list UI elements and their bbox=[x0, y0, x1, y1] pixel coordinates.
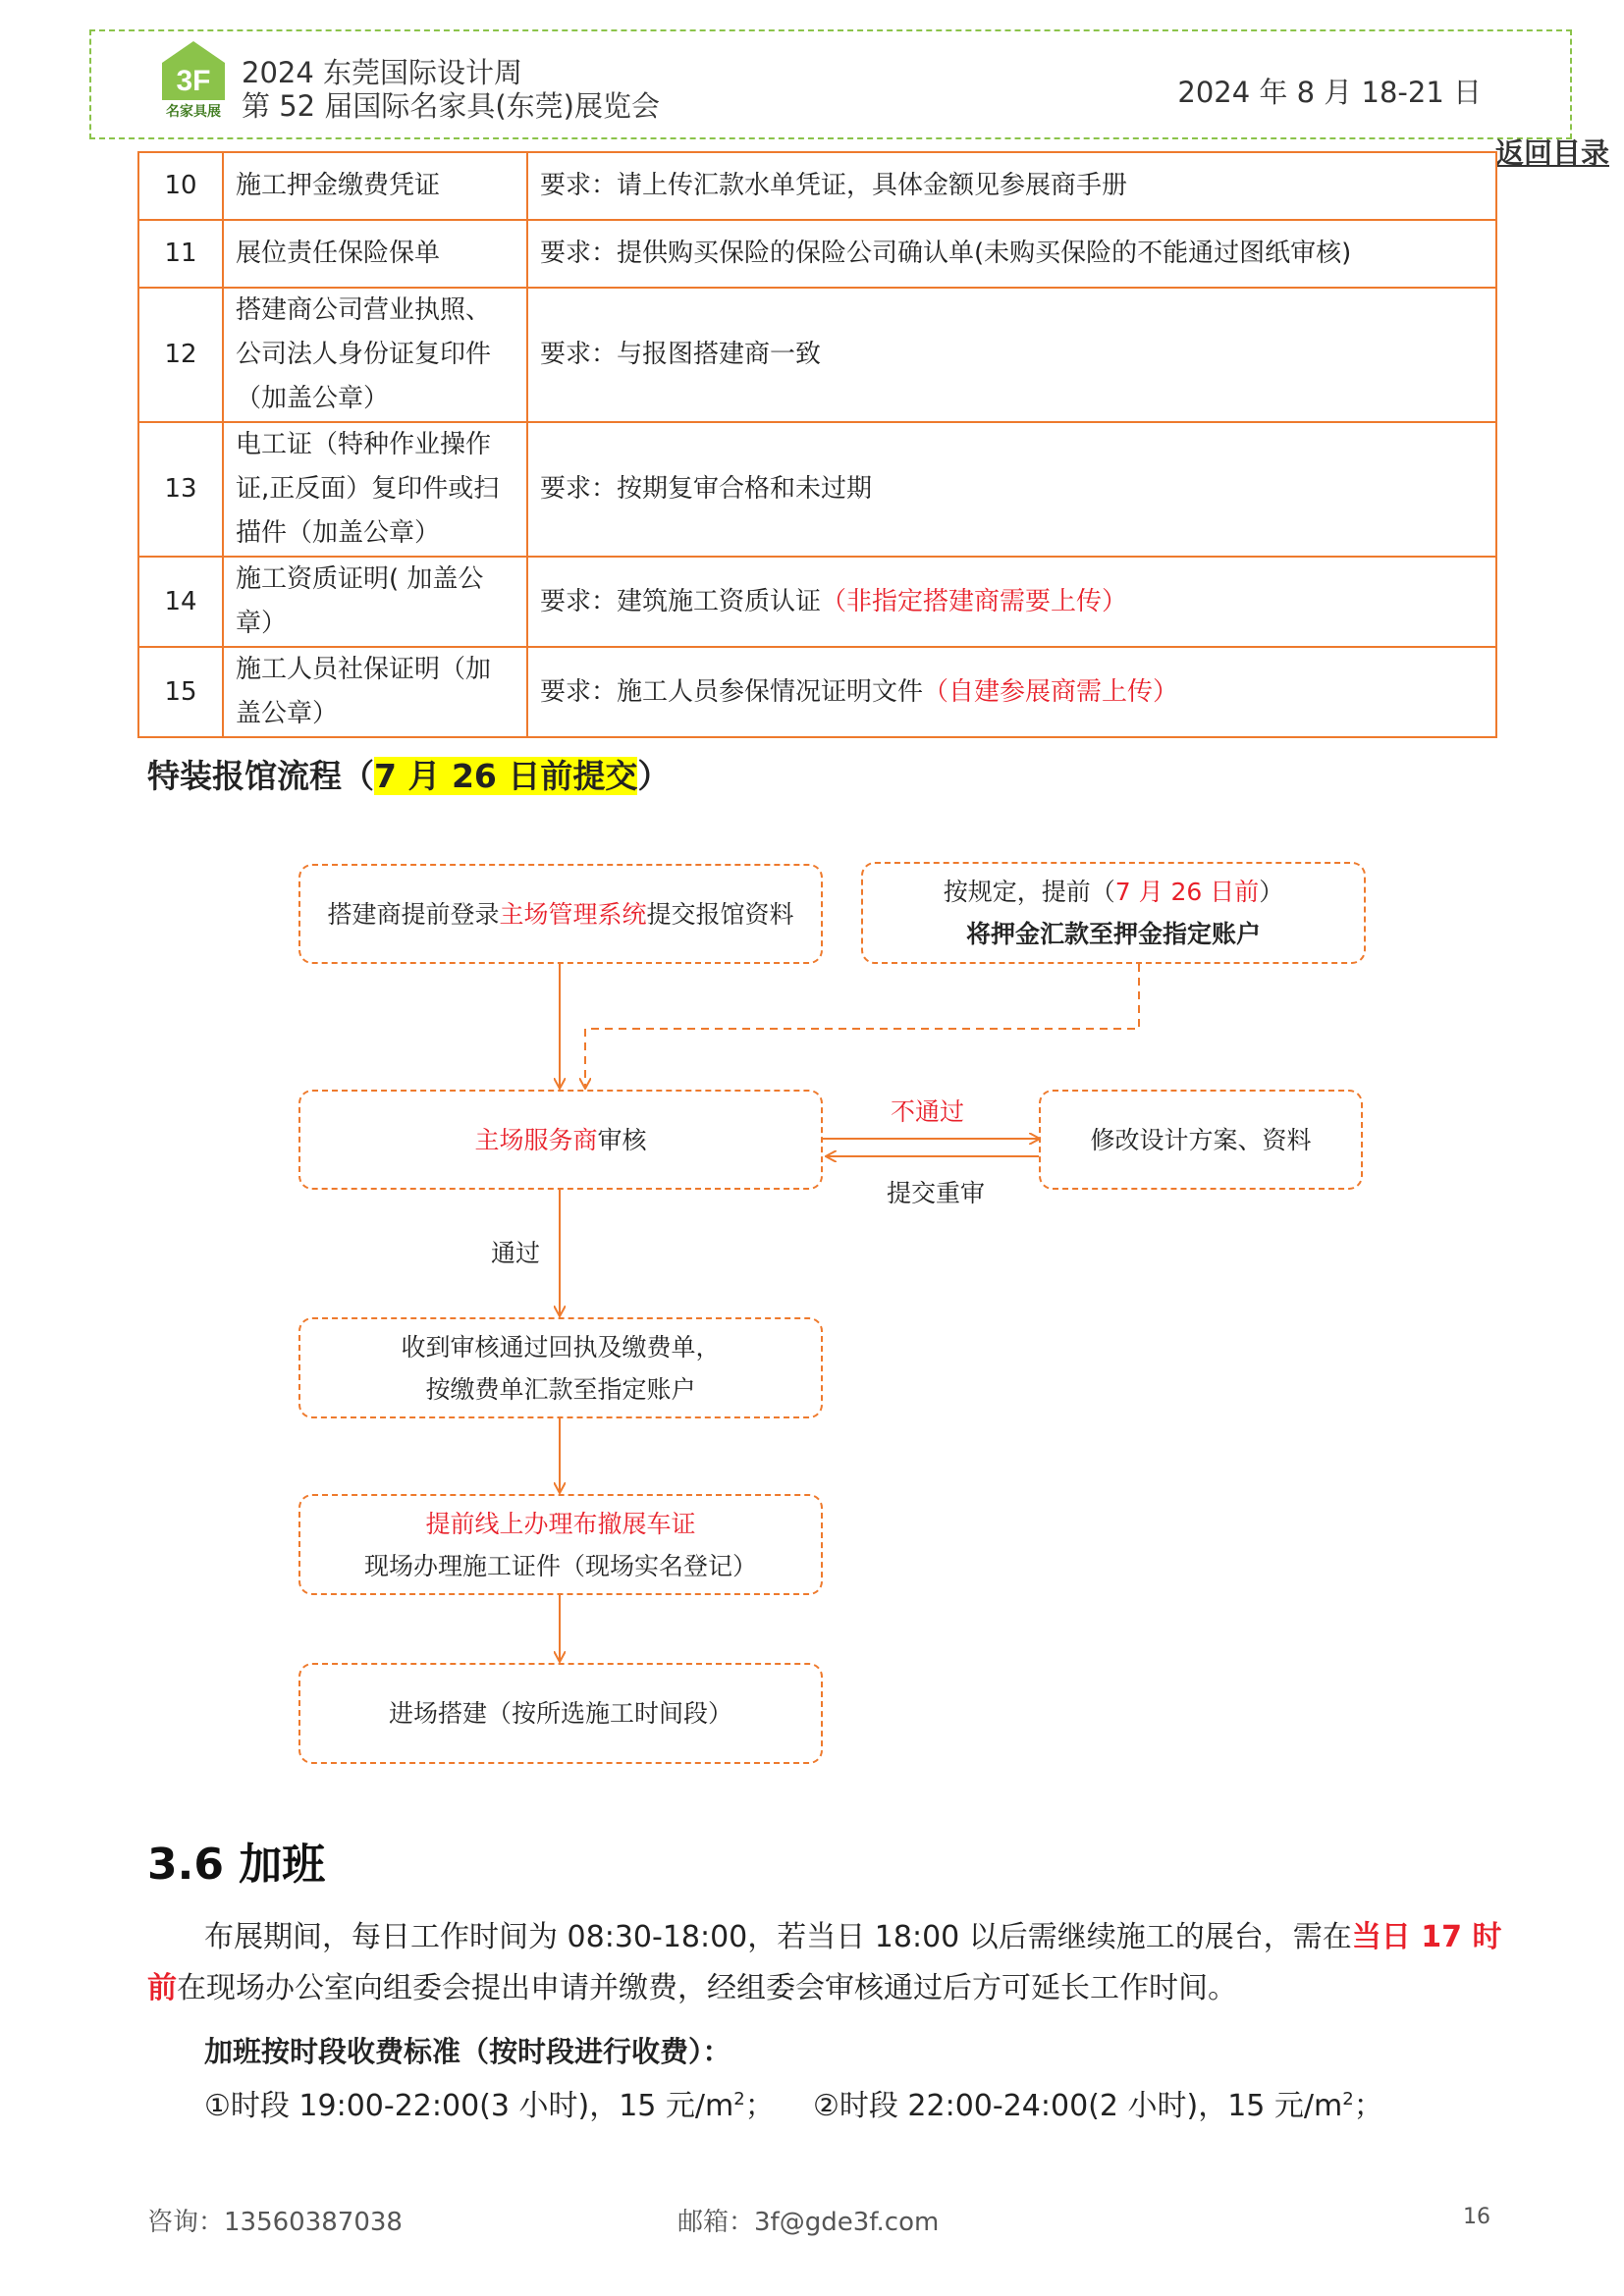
svg-text:3F: 3F bbox=[176, 65, 211, 97]
row-item: 搭建商公司营业执照、公司法人身份证复印件（加盖公章） bbox=[223, 288, 527, 422]
row-requirement: 要求：按期复审合格和未过期 bbox=[527, 422, 1496, 557]
requirements-table bbox=[137, 151, 1497, 738]
table-row bbox=[138, 288, 1496, 422]
row-requirement: 要求：建筑施工资质认证（非指定搭建商需要上传） bbox=[527, 557, 1496, 647]
flow-step-payment: 收到审核通过回执及缴费单， 按缴费单汇款至指定账户 bbox=[298, 1317, 823, 1418]
row-item: 展位责任保险保单 bbox=[223, 220, 527, 288]
row-item: 施工人员社保证明（加盖公章） bbox=[223, 647, 527, 737]
header-event-title: 2024 东莞国际设计周 bbox=[242, 56, 523, 89]
deadline-emphasis: 当日 17 时前 bbox=[147, 1920, 1502, 2005]
label-fail: 不通过 bbox=[891, 1097, 965, 1126]
header-exhibition-title: 第 52 届国际名家具(东莞)展览会 bbox=[242, 89, 660, 123]
3f-logo bbox=[160, 39, 227, 128]
header-date: 2024 年 8 月 18-21 日 bbox=[1177, 76, 1482, 109]
row-number: 11 bbox=[138, 220, 223, 288]
arrow-deposit-to-review bbox=[585, 964, 1139, 1088]
row-number: 10 bbox=[138, 152, 223, 220]
label-resubmit: 提交重审 bbox=[887, 1179, 986, 1207]
row-item: 施工资质证明( 加盖公章） bbox=[223, 557, 527, 647]
row-item: 施工押金缴费凭证 bbox=[223, 152, 527, 220]
flow-step-build: 进场搭建（按所选施工时间段） bbox=[298, 1663, 823, 1764]
flow-step-permit: 提前线上办理布撤展车证 现场办理施工证件（现场实名登记） bbox=[298, 1494, 823, 1595]
row-requirement: 要求：与报图搭建商一致 bbox=[527, 288, 1496, 422]
deadline-highlight: 7 月 26 日前提交 bbox=[374, 757, 638, 795]
row-number: 15 bbox=[138, 647, 223, 737]
overtime-rate-1: ①时段 19:00-22:00(3 小时)，15 元$/m^2$； bbox=[204, 2089, 775, 2123]
footer-email: 邮箱：3f@gde3f.com bbox=[677, 2208, 940, 2237]
table-row bbox=[138, 647, 1496, 737]
flow-step-revise: 修改设计方案、资料 bbox=[1039, 1090, 1363, 1190]
row-requirement: 要求：提供购买保险的保险公司确认单(未购买保险的不能通过图纸审核) bbox=[527, 220, 1496, 288]
page-header bbox=[89, 29, 1572, 139]
section-heading-overtime: 3.6 加班 bbox=[147, 1840, 326, 1890]
flow-step-submit: 搭建商提前登录主场管理系统提交报馆资料 bbox=[298, 864, 823, 964]
row-number: 12 bbox=[138, 288, 223, 422]
back-to-toc-link[interactable]: 返回目录 bbox=[1494, 136, 1609, 170]
requirement-note: （非指定搭建商需要上传） bbox=[821, 586, 1128, 616]
table-row bbox=[138, 557, 1496, 647]
row-item: 电工证（特种作业操作证,正反面）复印件或扫描件（加盖公章） bbox=[223, 422, 527, 557]
footer-phone: 咨询：13560387038 bbox=[147, 2208, 403, 2237]
table-row bbox=[138, 152, 1496, 220]
flow-step-deposit: 按规定，提前（7 月 26 日前） 将押金汇款至押金指定账户 bbox=[861, 862, 1366, 964]
overtime-rate-2: ②时段 22:00-24:00(2 小时)，15 元$/m^2$； bbox=[813, 2089, 1383, 2123]
row-number: 13 bbox=[138, 422, 223, 557]
table-row bbox=[138, 422, 1496, 557]
page-number: 16 bbox=[1463, 2205, 1490, 2229]
flow-section-title: 特装报馆流程（7 月 26 日前提交） bbox=[147, 757, 671, 795]
table-row bbox=[138, 220, 1496, 288]
row-requirement: 要求：施工人员参保情况证明文件（自建参展商需上传） bbox=[527, 647, 1496, 737]
flow-step-review: 主场服务商审核 bbox=[298, 1090, 823, 1190]
row-number: 14 bbox=[138, 557, 223, 647]
label-pass: 通过 bbox=[491, 1239, 541, 1267]
overtime-fee-heading: 加班按时段收费标准（按时段进行收费）： bbox=[204, 2035, 731, 2068]
requirement-note: （自建参展商需上传） bbox=[923, 676, 1179, 707]
row-requirement: 要求：请上传汇款水单凭证，具体金额见参展商手册 bbox=[527, 152, 1496, 220]
svg-text:名家具展: 名家具展 bbox=[166, 104, 221, 120]
overtime-paragraph: 布展期间，每日工作时间为 08:30-18:00，若当日 18:00 以后需继续施工的展台，需在当日 17 时前在现场办公室向组委会提出申请并缴费，经组委会审核通过后方可延长工作时间。 bbox=[147, 1920, 1502, 2005]
